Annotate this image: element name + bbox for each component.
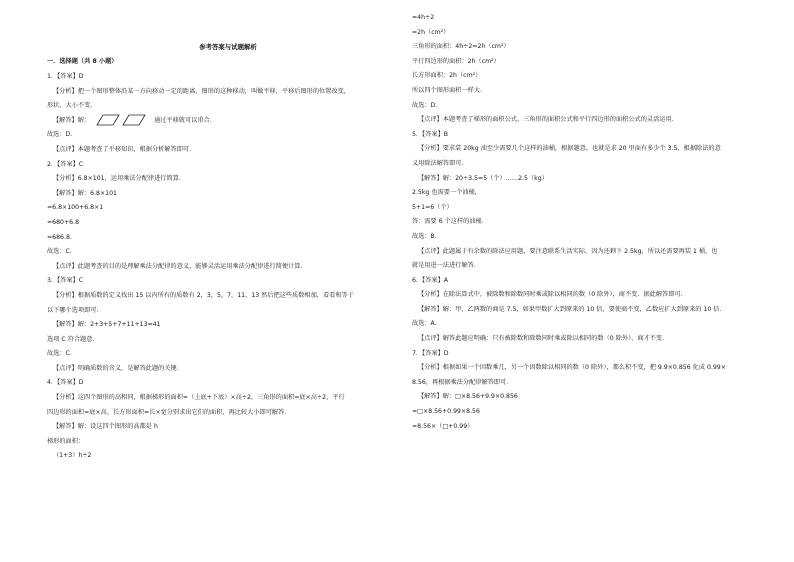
q1-analysis: 【分析】把一个图形整体沿某一方向移动一定的距离，图形的这种移动，叫做平移，平移后图形的位置改变，	[53, 87, 350, 95]
section-heading: 一．选择题（共 8 小题）	[47, 58, 118, 65]
q3-analysis: 【分析】根据质数的定义找出 15 以内所有的质数有 2，3，5，7，11，13 然后把这些质数相加，看看和等于	[53, 291, 354, 299]
q3-solution-cont: 选项 C 符合题意．	[47, 335, 99, 343]
q6-choice: 故选：A．	[412, 320, 441, 328]
q2-step-3: =686.8．	[47, 233, 77, 241]
q4-answer: 4．【答案】D	[47, 379, 84, 387]
q1-choice: 故选：D．	[47, 131, 77, 139]
q7-step-1: =□×8.56+0.99×8.56	[412, 408, 480, 416]
q5-solution: 【解答】解：20÷3.5=5（个）……2.5（kg）	[418, 174, 548, 182]
q5-analysis: 【分析】要求装 20kg 油至少需要几个这样的油桶，根据题意，也就是求 20 里面有多少个 3.5，根据除法的意	[418, 145, 721, 153]
left-column	[47, 0, 397, 562]
q5-step-2: 5+1=6（个）	[412, 203, 453, 211]
q2-analysis: 【分析】6.8×101，运用乘法分配律进行简算．	[53, 175, 186, 183]
q5-comment-cont: 就是用进一法进行解答．	[412, 262, 481, 270]
left-content	[47, 70, 397, 464]
q7-answer: 7．【答案】D	[412, 349, 449, 357]
q4-trapezoid-formula: （1+3）h÷2	[53, 452, 92, 460]
page-title: 参考答案与试题解析	[199, 43, 257, 51]
q4-rectangle-area: 长方形面积：2h（cm²）	[412, 72, 482, 80]
q4-analysis: 【分析】这四个图形的高相同，根据梯形的面积=（上底+下底）×高÷2，三角形的面积=底×高÷2，平行	[53, 394, 345, 402]
q6-analysis: 【分析】在除法算式中，被除数和除数同时乘或除以相同的数（0 除外），商不变．据此解答即可．	[418, 291, 687, 299]
q5-analysis-cont: 义用除法解答即可．	[412, 159, 468, 167]
q1-comment: 【点评】本题考查了平移知识，根据分析解答即可．	[53, 145, 196, 153]
q6-answer: 6．【答案】A	[412, 276, 449, 284]
q4-triangle-area: 三角形的面积：4h÷2=2h（cm²）	[412, 43, 510, 51]
right-content	[412, 11, 764, 434]
q4-comment: 【点评】本题考查了梯形的面积公式、三角形的面积公式和平行四边形的面积公式的灵活运用．	[418, 116, 678, 124]
q5-response: 答：需要 6 个这样的油桶．	[412, 218, 488, 226]
q2-comment: 【点评】此题考查的目的是理解乘法分配律的意义，能够灵活运用乘法分配律进行简便计算．	[53, 262, 307, 270]
parallelogram-figures	[95, 114, 149, 126]
q3-solution: 【解答】解：2+3+5+7+11+13=41	[53, 321, 161, 329]
q1-solution-note: 通过平移就可以重合．	[154, 116, 216, 124]
q3-comment: 【点评】明确质数的含义，是解答此题的关键．	[53, 364, 183, 372]
q6-solution: 【解答】解：甲、乙两数的商是 7.5，如果甲数扩大到原来的 10 倍，要使商不变，乙数应扩大到原来的 10 倍．	[418, 305, 726, 313]
q5-comment: 【点评】此题属于有余数的除法应用题，要注意联系生活实际，因为还剩下 2.5kg，所以还需要再装 1 桶，也	[418, 247, 718, 255]
q4-conclusion: 所以四个图形面积一样大．	[412, 86, 487, 94]
q4-solution: 【解答】解：设这四个图形的高都是 h	[53, 423, 158, 431]
q7-analysis: 【分析】根据如果一个因数乘几，另一个因数除以相同的数（0 除外），那么积不变，把 9.9×0.856 化成 0.99×	[418, 364, 726, 372]
q4-step-1: =4h÷2	[412, 14, 435, 21]
q2-choice: 故选：C．	[47, 248, 77, 256]
q5-step-1: 2.5kg 也需要一个油桶，	[412, 189, 481, 197]
q4-analysis-cont: 四边形的面积=底×高，长方形面积=长×宽分别求出它们的面积，再比较大小即可解答．	[47, 408, 291, 416]
q5-answer: 5．【答案】B	[412, 130, 449, 138]
q1-solution	[47, 114, 397, 129]
q2-step-1: =6.8×100+6.8×1	[47, 204, 104, 212]
q3-answer: 3．【答案】C	[47, 277, 84, 285]
q4-step-2: =2h（cm²）	[412, 28, 450, 36]
q2-answer: 2．【答案】C	[47, 160, 84, 168]
q7-analysis-cont: 8.56，再根据乘法分配律解答即可．	[412, 378, 513, 386]
q2-step-2: =680+6.8	[47, 218, 80, 226]
q5-choice: 故选：B．	[412, 232, 441, 240]
q7-solution: 【解答】解：□×8.56+9.9×0.856	[418, 393, 518, 401]
q1-analysis-cont: 形状、大小不变．	[47, 102, 97, 110]
right-column	[412, 0, 764, 562]
q6-comment: 【点评】解答此题应明确：只有被除数和除数同时乘或除以相同的数（0 除外），商才不变．	[418, 335, 669, 343]
q1-answer: 1．【答案】D	[47, 73, 84, 80]
q2-solution: 【解答】解：6.8×101	[53, 189, 117, 197]
q3-analysis-cont: 以下哪个选项即可．	[47, 306, 103, 314]
q4-parallelogram-area: 平行四边形的面积：2h（cm²）	[412, 57, 500, 65]
q4-trapezoid-label: 梯形的面积：	[47, 437, 85, 445]
q3-choice: 故选：C．	[47, 350, 77, 358]
q4-choice: 故选：D．	[412, 101, 442, 109]
q7-step-2: =8.56×（□+0.99）	[412, 422, 474, 430]
q1-solution-label: 【解答】解：	[53, 116, 91, 124]
